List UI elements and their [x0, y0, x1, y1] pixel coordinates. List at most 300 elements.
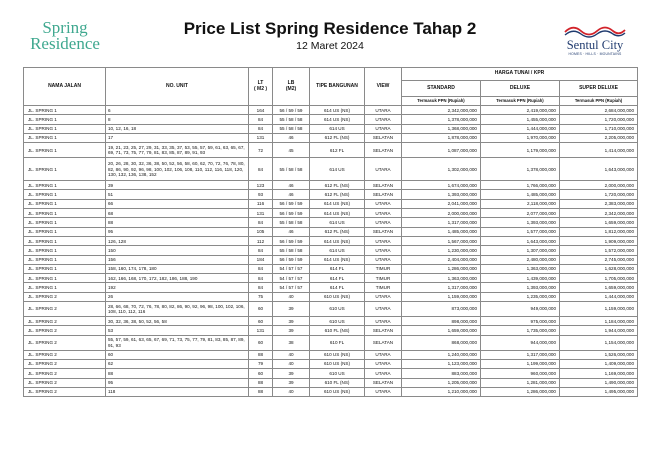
cell-price-deluxe: 960,000,000	[481, 369, 560, 378]
cell-price-deluxe: 1,307,000,000	[481, 246, 560, 255]
cell-price-standard: 1,210,000,000	[402, 387, 481, 396]
cell-view: SELATAN	[365, 190, 402, 199]
cell-price-standard: 1,878,000,000	[402, 133, 481, 142]
cell-tipe-bangunan: 610 US	[310, 369, 365, 378]
cell-nama-jalan: JL. SPRING 1	[24, 209, 106, 218]
cell-price-standard: 1,393,000,000	[402, 190, 481, 199]
cell-price-deluxe: 1,378,000,000	[481, 158, 560, 181]
cell-no-unit: 66	[106, 199, 249, 208]
cell-lt: 75	[249, 292, 273, 301]
cell-view: TIMUR	[365, 283, 402, 292]
cell-no-unit: 118	[106, 387, 249, 396]
cell-lb: 40	[273, 359, 310, 368]
cell-nama-jalan: JL. SPRING 1	[24, 264, 106, 273]
cell-view: UTARA	[365, 255, 402, 264]
cell-view: TIMUR	[365, 264, 402, 273]
cell-price-deluxe: 2,419,000,000	[481, 106, 560, 115]
cell-view: SELATAN	[365, 335, 402, 350]
cell-nama-jalan: JL. SPRING 2	[24, 317, 106, 326]
cell-lb: 55 / 58 / 58	[273, 246, 310, 255]
cell-no-unit: 162, 166, 168, 170, 172, 182, 186, 188, 190	[106, 274, 249, 283]
cell-view: SELATAN	[365, 143, 402, 158]
cell-lt: 123	[249, 181, 273, 190]
cell-nama-jalan: JL. SPRING 1	[24, 190, 106, 199]
cell-tipe-bangunan: 610 US (NS)	[310, 292, 365, 301]
cell-view: UTARA	[365, 236, 402, 245]
cell-lt: 131	[249, 133, 273, 142]
cell-price-deluxe: 1,393,000,000	[481, 283, 560, 292]
cell-lt: 184	[249, 255, 273, 264]
cell-price-super-deluxe: 1,720,000,000	[560, 115, 638, 124]
table-row	[24, 359, 638, 368]
cell-lt: 84	[249, 264, 273, 273]
cell-price-deluxe: 2,118,000,000	[481, 199, 560, 208]
cell-price-standard: 2,000,000,000	[402, 209, 481, 218]
wave-logo-icon	[563, 22, 627, 38]
price-table	[23, 67, 638, 397]
cell-price-deluxe: 1,444,000,000	[481, 124, 560, 133]
cell-tipe-bangunan: 614 US (NS)	[310, 209, 365, 218]
cell-no-unit: 17	[106, 133, 249, 142]
cell-price-deluxe: 1,643,000,000	[481, 236, 560, 245]
cell-view: TIMUR	[365, 274, 402, 283]
cell-price-super-deluxe: 1,909,000,000	[560, 236, 638, 245]
cell-nama-jalan: JL. SPRING 2	[24, 359, 106, 368]
cell-no-unit: 26	[106, 292, 249, 301]
table-row	[24, 335, 638, 350]
cell-lb: 55 / 58 / 58	[273, 158, 310, 181]
cell-nama-jalan: JL. SPRING 1	[24, 143, 106, 158]
cell-no-unit: 88	[106, 218, 249, 227]
cell-price-standard: 1,567,000,000	[402, 236, 481, 245]
cell-view: SELATAN	[365, 133, 402, 142]
ppn-note-standard: Termasuk PPN (Rupiah)	[402, 97, 481, 106]
table-row	[24, 209, 638, 218]
cell-view: UTARA	[365, 317, 402, 326]
cell-price-standard: 1,659,000,000	[402, 326, 481, 335]
table-row	[24, 255, 638, 264]
cell-lt: 84	[249, 124, 273, 133]
cell-lb: 54 / 57 / 57	[273, 283, 310, 292]
cell-no-unit: 62	[106, 359, 249, 368]
cell-tipe-bangunan: 610 US (NS)	[310, 350, 365, 359]
price-list-date: 12 Maret 2024	[296, 40, 364, 52]
cell-nama-jalan: JL. SPRING 1	[24, 133, 106, 142]
col-header-super-deluxe: SUPER DELUXE	[560, 81, 638, 97]
cell-price-deluxe: 1,766,000,000	[481, 181, 560, 190]
cell-nama-jalan: JL. SPRING 1	[24, 106, 106, 115]
cell-price-standard: 1,317,000,000	[402, 218, 481, 227]
logo-line-2: Residence	[30, 34, 100, 53]
cell-price-deluxe: 1,281,000,000	[481, 378, 560, 387]
table-row	[24, 246, 638, 255]
cell-price-deluxe: 1,393,000,000	[481, 218, 560, 227]
cell-nama-jalan: JL. SPRING 1	[24, 199, 106, 208]
col-header-standard: STANDARD	[402, 81, 481, 97]
cell-price-deluxe: 1,179,000,000	[481, 143, 560, 158]
cell-price-super-deluxe: 1,154,000,000	[560, 335, 638, 350]
cell-lt: 84	[249, 283, 273, 292]
cell-no-unit: 60	[106, 350, 249, 359]
cell-price-standard: 1,087,000,000	[402, 143, 481, 158]
cell-lb: 38	[273, 335, 310, 350]
table-row	[24, 106, 638, 115]
cell-view: UTARA	[365, 302, 402, 317]
cell-price-deluxe: 1,439,000,000	[481, 274, 560, 283]
table-row	[24, 274, 638, 283]
cell-price-deluxe: 1,577,000,000	[481, 227, 560, 236]
cell-price-super-deluxe: 2,383,000,000	[560, 199, 638, 208]
cell-tipe-bangunan: 612 FL (NS)	[310, 133, 365, 142]
cell-view: UTARA	[365, 106, 402, 115]
table-row	[24, 181, 638, 190]
cell-lb: 45	[273, 143, 310, 158]
cell-price-standard: 1,240,000,000	[402, 350, 481, 359]
cell-nama-jalan: JL. SPRING 1	[24, 246, 106, 255]
cell-lb: 40	[273, 350, 310, 359]
cell-no-unit: 158, 160, 174, 178, 180	[106, 264, 249, 273]
cell-lb: 55 / 58 / 58	[273, 218, 310, 227]
cell-no-unit: 150	[106, 246, 249, 255]
cell-price-standard: 1,230,000,000	[402, 246, 481, 255]
cell-view: UTARA	[365, 115, 402, 124]
cell-tipe-bangunan: 614 US (NS)	[310, 115, 365, 124]
cell-tipe-bangunan: 612 FL	[310, 143, 365, 158]
cell-tipe-bangunan: 614 US (NS)	[310, 199, 365, 208]
cell-tipe-bangunan: 610 FL (NS)	[310, 378, 365, 387]
cell-no-unit: 192	[106, 283, 249, 292]
cell-nama-jalan: JL. SPRING 1	[24, 227, 106, 236]
cell-price-deluxe: 1,199,000,000	[481, 359, 560, 368]
table-row	[24, 292, 638, 301]
cell-price-super-deluxe: 1,628,000,000	[560, 264, 638, 273]
cell-price-super-deluxe: 1,169,000,000	[560, 369, 638, 378]
cell-price-standard: 1,205,000,000	[402, 378, 481, 387]
cell-price-super-deluxe: 2,342,000,000	[560, 209, 638, 218]
cell-no-unit: 51	[106, 190, 249, 199]
cell-nama-jalan: JL. SPRING 1	[24, 236, 106, 245]
cell-lt: 88	[249, 378, 273, 387]
cell-nama-jalan: JL. SPRING 1	[24, 218, 106, 227]
cell-view: UTARA	[365, 369, 402, 378]
cell-view: UTARA	[365, 359, 402, 368]
cell-lb: 39	[273, 302, 310, 317]
table-row	[24, 158, 638, 181]
cell-price-super-deluxe: 1,643,000,000	[560, 158, 638, 181]
cell-price-deluxe: 1,970,000,000	[481, 133, 560, 142]
cell-price-super-deluxe: 1,495,000,000	[560, 387, 638, 396]
cell-price-super-deluxe: 1,812,000,000	[560, 227, 638, 236]
cell-lb: 55 / 58 / 58	[273, 124, 310, 133]
cell-tipe-bangunan: 614 US	[310, 158, 365, 181]
table-row	[24, 143, 638, 158]
cell-nama-jalan: JL. SPRING 1	[24, 255, 106, 264]
cell-price-deluxe: 944,000,000	[481, 335, 560, 350]
lt-unit: ( M2 )	[253, 85, 268, 92]
cell-nama-jalan: JL. SPRING 1	[24, 124, 106, 133]
cell-tipe-bangunan: 612 FL (NS)	[310, 190, 365, 199]
cell-lb: 56 / 59 / 59	[273, 255, 310, 264]
cell-tipe-bangunan: 614 US	[310, 124, 365, 133]
cell-nama-jalan: JL. SPRING 2	[24, 387, 106, 396]
table-row	[24, 369, 638, 378]
cell-view: UTARA	[365, 387, 402, 396]
cell-lt: 60	[249, 317, 273, 326]
table-row	[24, 124, 638, 133]
ppn-note-super-deluxe: Termasuk PPN (Rupiah)	[560, 97, 638, 106]
cell-no-unit: 20, 26, 28, 30, 32, 36, 38, 50, 52, 56, 58, 60, 62, 70, 72, 76, 78, 80, 82, 86, 90, 92, 96, 98, 100, 102, 106, 108, 110, 112, 116, 118, 120, 130, 132, 136, 138, 152	[106, 158, 249, 181]
cell-price-super-deluxe: 1,659,000,000	[560, 283, 638, 292]
cell-lb: 56 / 59 / 59	[273, 209, 310, 218]
table-row	[24, 190, 638, 199]
cell-price-deluxe: 1,455,000,000	[481, 115, 560, 124]
cell-tipe-bangunan: 610 US (NS)	[310, 387, 365, 396]
cell-view: SELATAN	[365, 326, 402, 335]
cell-nama-jalan: JL. SPRING 2	[24, 350, 106, 359]
cell-no-unit: 95	[106, 227, 249, 236]
cell-price-super-deluxe: 1,720,000,000	[560, 190, 638, 199]
cell-view: SELATAN	[365, 181, 402, 190]
table-row	[24, 302, 638, 317]
cell-price-standard: 1,302,000,000	[402, 158, 481, 181]
cell-price-standard: 1,159,000,000	[402, 292, 481, 301]
cell-tipe-bangunan: 610 FL	[310, 335, 365, 350]
cell-nama-jalan: JL. SPRING 2	[24, 292, 106, 301]
cell-lb: 56 / 59 / 59	[273, 236, 310, 245]
cell-price-standard: 868,000,000	[402, 335, 481, 350]
table-row	[24, 227, 638, 236]
table-row	[24, 236, 638, 245]
cell-price-standard: 1,363,000,000	[402, 274, 481, 283]
cell-price-deluxe: 1,363,000,000	[481, 264, 560, 273]
cell-lt: 84	[249, 158, 273, 181]
cell-lb: 46	[273, 133, 310, 142]
cell-tipe-bangunan: 610 US	[310, 302, 365, 317]
cell-view: UTARA	[365, 124, 402, 133]
cell-lt: 84	[249, 274, 273, 283]
cell-price-super-deluxe: 2,205,000,000	[560, 133, 638, 142]
cell-nama-jalan: JL. SPRING 1	[24, 181, 106, 190]
cell-tipe-bangunan: 614 FL	[310, 283, 365, 292]
cell-price-standard: 873,000,000	[402, 302, 481, 317]
cell-price-standard: 1,674,000,000	[402, 181, 481, 190]
sentul-city-logo	[551, 22, 639, 56]
cell-lb: 56 / 59 / 59	[273, 106, 310, 115]
cell-lt: 84	[249, 218, 273, 227]
cell-lb: 39	[273, 326, 310, 335]
cell-price-deluxe: 2,077,000,000	[481, 209, 560, 218]
cell-nama-jalan: JL. SPRING 1	[24, 115, 106, 124]
spring-residence-logo	[20, 20, 110, 52]
cell-lb: 46	[273, 227, 310, 236]
cell-no-unit: 88	[106, 369, 249, 378]
cell-tipe-bangunan: 614 US (NS)	[310, 236, 365, 245]
cell-no-unit: 126, 128	[106, 236, 249, 245]
cell-lt: 84	[249, 115, 273, 124]
cell-nama-jalan: JL. SPRING 1	[24, 158, 106, 181]
cell-price-standard: 1,368,000,000	[402, 124, 481, 133]
cell-tipe-bangunan: 610 US	[310, 317, 365, 326]
cell-no-unit: 95	[106, 378, 249, 387]
cell-price-standard: 1,317,000,000	[402, 283, 481, 292]
col-header-no-unit: NO. UNIT	[106, 68, 249, 106]
cell-lb: 39	[273, 317, 310, 326]
cell-tipe-bangunan: 614 FL	[310, 274, 365, 283]
cell-lt: 84	[249, 246, 273, 255]
cell-lb: 46	[273, 181, 310, 190]
cell-price-deluxe: 1,317,000,000	[481, 350, 560, 359]
cell-tipe-bangunan: 612 FL (NS)	[310, 181, 365, 190]
cell-price-super-deluxe: 2,745,000,000	[560, 255, 638, 264]
table-row	[24, 378, 638, 387]
cell-tipe-bangunan: 614 US (NS)	[310, 255, 365, 264]
cell-lb: 40	[273, 292, 310, 301]
cell-price-super-deluxe: 1,705,000,000	[560, 274, 638, 283]
cell-nama-jalan: JL. SPRING 2	[24, 335, 106, 350]
cell-view: UTARA	[365, 246, 402, 255]
cell-price-deluxe: 2,480,000,000	[481, 255, 560, 264]
cell-nama-jalan: JL. SPRING 2	[24, 326, 106, 335]
table-row	[24, 218, 638, 227]
col-header-tipe-bangunan: TIPE BANGUNAN	[310, 68, 365, 106]
cell-tipe-bangunan: 614 FL	[310, 264, 365, 273]
cell-no-unit: 28, 66, 68, 70, 72, 76, 78, 80, 82, 86, 90, 92, 96, 98, 100, 102, 106, 108, 110, 112, 116	[106, 302, 249, 317]
cell-price-super-deluxe: 1,444,000,000	[560, 292, 638, 301]
cell-price-standard: 2,404,000,000	[402, 255, 481, 264]
cell-lb: 40	[273, 387, 310, 396]
cell-price-super-deluxe: 1,414,000,000	[560, 143, 638, 158]
cell-price-deluxe: 1,235,000,000	[481, 292, 560, 301]
cell-view: SELATAN	[365, 378, 402, 387]
cell-lt: 79	[249, 359, 273, 368]
logo-line-1: Spring	[42, 18, 88, 37]
cell-lt: 164	[249, 106, 273, 115]
lb-unit: (M2)	[285, 85, 297, 92]
sentul-city-name: Sentul City	[566, 38, 624, 52]
table-row	[24, 115, 638, 124]
cell-view: UTARA	[365, 158, 402, 181]
cell-view: UTARA	[365, 350, 402, 359]
cell-price-super-deluxe: 1,490,000,000	[560, 378, 638, 387]
cell-price-standard: 898,000,000	[402, 317, 481, 326]
cell-lt: 72	[249, 143, 273, 158]
table-row	[24, 387, 638, 396]
cell-price-super-deluxe: 1,710,000,000	[560, 124, 638, 133]
cell-nama-jalan: JL. SPRING 2	[24, 369, 106, 378]
cell-tipe-bangunan: 610 US (NS)	[310, 359, 365, 368]
table-row	[24, 264, 638, 273]
col-header-harga: HARGA TUNAI / KPR	[402, 68, 638, 81]
cell-price-super-deluxe: 2,684,000,000	[560, 106, 638, 115]
cell-no-unit: 8	[106, 115, 249, 124]
cell-price-super-deluxe: 1,159,000,000	[560, 302, 638, 317]
cell-price-super-deluxe: 1,944,000,000	[560, 326, 638, 335]
cell-lt: 93	[249, 190, 273, 199]
cell-price-super-deluxe: 2,000,000,000	[560, 181, 638, 190]
cell-lb: 56 / 59 / 59	[273, 199, 310, 208]
cell-lb: 54 / 57 / 57	[273, 264, 310, 273]
cell-lt: 60	[249, 335, 273, 350]
cell-lt: 60	[249, 302, 273, 317]
col-header-view: VIEW	[365, 68, 402, 106]
cell-price-deluxe: 949,000,000	[481, 302, 560, 317]
cell-nama-jalan: JL. SPRING 1	[24, 274, 106, 283]
cell-view: UTARA	[365, 209, 402, 218]
cell-lt: 105	[249, 227, 273, 236]
col-header-lb	[273, 68, 310, 106]
cell-no-unit: 39	[106, 181, 249, 190]
col-header-lt	[249, 68, 273, 106]
cell-price-super-deluxe: 1,409,000,000	[560, 359, 638, 368]
cell-tipe-bangunan: 614 US (NS)	[310, 106, 365, 115]
cell-lt: 60	[249, 369, 273, 378]
cell-price-deluxe: 1,735,000,000	[481, 326, 560, 335]
cell-tipe-bangunan: 612 FL (NS)	[310, 227, 365, 236]
cell-nama-jalan: JL. SPRING 2	[24, 302, 106, 317]
cell-no-unit: 19, 21, 23, 25, 27, 29, 31, 33, 35, 37, 53, 55, 57, 59, 61, 63, 65, 67, 69, 71, 73, 75, 77, 79, 81, 83, 85, 87, 89, 91, 93	[106, 143, 249, 158]
cell-price-standard: 2,041,000,000	[402, 199, 481, 208]
price-table-body	[24, 106, 638, 397]
cell-price-standard: 1,123,000,000	[402, 359, 481, 368]
page-title: Price List Spring Residence Tahap 2	[183, 19, 477, 38]
cell-price-standard: 1,378,000,000	[402, 115, 481, 124]
cell-price-super-deluxe: 1,526,000,000	[560, 350, 638, 359]
table-row	[24, 317, 638, 326]
cell-price-super-deluxe: 1,572,000,000	[560, 246, 638, 255]
cell-price-super-deluxe: 1,184,000,000	[560, 317, 638, 326]
cell-price-standard: 1,286,000,000	[402, 264, 481, 273]
col-header-deluxe: DELUXE	[481, 81, 560, 97]
cell-lb: 46	[273, 190, 310, 199]
cell-price-standard: 2,342,000,000	[402, 106, 481, 115]
cell-nama-jalan: JL. SPRING 1	[24, 283, 106, 292]
cell-price-super-deluxe: 1,659,000,000	[560, 218, 638, 227]
cell-view: SELATAN	[365, 227, 402, 236]
cell-lt: 112	[249, 236, 273, 245]
cell-tipe-bangunan: 614 US	[310, 218, 365, 227]
cell-price-deluxe: 1,286,000,000	[481, 387, 560, 396]
cell-tipe-bangunan: 610 FL (NS)	[310, 326, 365, 335]
cell-lt: 131	[249, 209, 273, 218]
cell-no-unit: 68	[106, 209, 249, 218]
cell-lt: 88	[249, 387, 273, 396]
lb-label: LB	[287, 80, 295, 87]
col-header-nama-jalan: NAMA JALAN	[24, 68, 106, 106]
table-row	[24, 283, 638, 292]
cell-price-standard: 883,000,000	[402, 369, 481, 378]
cell-no-unit: 53	[106, 326, 249, 335]
cell-no-unit: 55, 57, 59, 61, 63, 65, 67, 69, 71, 73, 75, 77, 79, 81, 83, 85, 87, 89, 91, 93	[106, 335, 249, 350]
cell-tipe-bangunan: 614 US	[310, 246, 365, 255]
cell-lb: 39	[273, 369, 310, 378]
cell-lt: 131	[249, 326, 273, 335]
cell-price-deluxe: 975,000,000	[481, 317, 560, 326]
table-row	[24, 350, 638, 359]
cell-view: UTARA	[365, 292, 402, 301]
table-row	[24, 326, 638, 335]
table-row	[24, 133, 638, 142]
ppn-note-deluxe: Termasuk PPN (Rupiah)	[481, 97, 560, 106]
sentul-city-tagline: HOMES · HILLS · MOUNTAINS	[568, 52, 622, 56]
cell-price-standard: 1,485,000,000	[402, 227, 481, 236]
cell-view: UTARA	[365, 199, 402, 208]
cell-nama-jalan: JL. SPRING 2	[24, 378, 106, 387]
cell-lb: 39	[273, 378, 310, 387]
cell-no-unit: 156	[106, 255, 249, 264]
table-row	[24, 199, 638, 208]
cell-lb: 54 / 57 / 57	[273, 274, 310, 283]
cell-lt: 88	[249, 350, 273, 359]
